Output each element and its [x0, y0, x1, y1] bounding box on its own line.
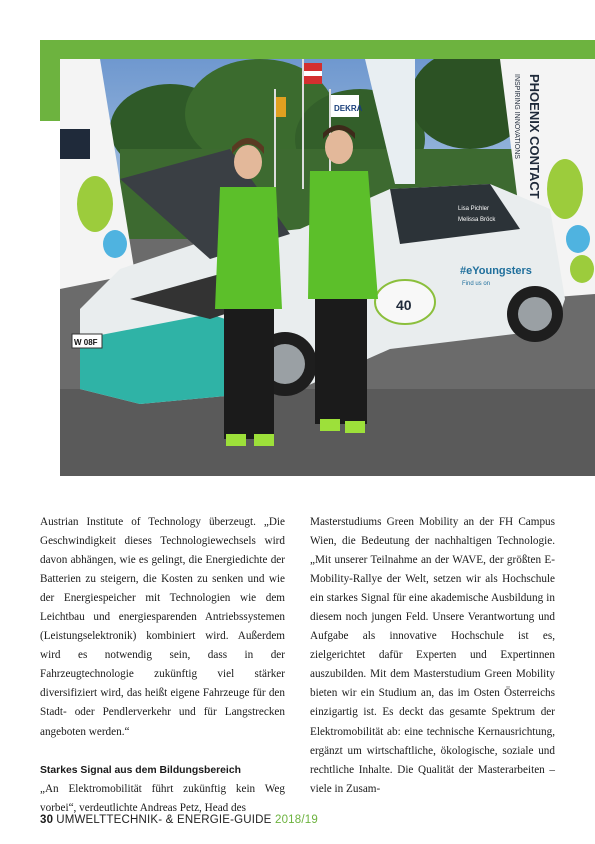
hashtag: #eYoungsters	[460, 265, 532, 277]
hashtag-sub: Find us on	[462, 281, 491, 287]
article-photo	[60, 59, 595, 476]
body-paragraph: Masterstudiums Green Mobility an der FH Campus Wien, die Bedeutung der nachhaltigen Technologie. „Mit unserer Teilnahme an der WAVE, der größten E-Mobility-Rallye der Welt, setzen wir als Hochschule ein starkes Signal für eine akademische Ausbildung in diesem noch jungen Feld. Unsere Verantwortung und Aufgabe als innovative Hochschule ist es, zielgerichtet dafür Experten und Expertinnen auszubilden. Mit dem Masterstudium Green Mobility bieten wir ein Studium an, das im Osten Österreichs einzigartig ist. Es deckt das gesamte Spektrum der Elektromobilität ab: eine technische Kernausrichtung, ergänzt um wirtschaftliche, ökologische, soziale und rechtliche Inhalte. Die Qualität der Masterarbeiten – viele in Zusam-	[310, 516, 555, 795]
photo-illustration	[60, 59, 595, 476]
page-footer	[40, 814, 318, 826]
badge-number: 40	[396, 297, 412, 313]
side-accent-bar	[40, 59, 60, 121]
publication-title: UMWELTTECHNIK- & ENERGIE-GUIDE	[56, 814, 272, 826]
banner-slogan: INSPIRING INNOVATIONS	[513, 74, 520, 159]
article-column-left	[40, 513, 285, 818]
flag-label: DEKRA	[334, 104, 363, 113]
banner-brand: PHOENIX CONTACT	[527, 74, 542, 199]
header-accent-bar	[40, 40, 595, 59]
license-plate: W 08F	[74, 338, 98, 347]
door-name-1: Lisa Pichler	[458, 206, 490, 212]
door-name-2: Melissa Bröck	[458, 217, 496, 223]
article-column-right	[310, 513, 555, 799]
body-paragraph: „An Elektromobilität führt zukünftig kein Weg vorbei“, verdeutlichte Andreas Petz, Head des	[40, 782, 285, 814]
section-subheading: Starkes Signal aus dem Bildungsbereich	[40, 764, 241, 776]
publication-year: 2018/19	[274, 814, 318, 826]
body-paragraph: Austrian Institute of Technology überzeugt. „Die Geschwindigkeit dieses Technologiewechsels wird davon abhängen, wie es gelingt, die Energiedichte der Batterien zu steigern, die Kosten zu senken und wie der Energiespeicher mit Technologien wie dem Leichtbau und energiesparenden Antriebssystemen (Leistungselektronik) kombiniert wird. Außerdem wird es notwendig sein, dass in der Fahrzeugtechnologie zukünftig viel stärker diversifiziert wird, das heißt eigene Fahrzeuge für den Stadt- oder Pendlerverkehr und für Langstrecken angeboten werden.“	[40, 516, 285, 738]
page-number: 30	[40, 814, 54, 826]
